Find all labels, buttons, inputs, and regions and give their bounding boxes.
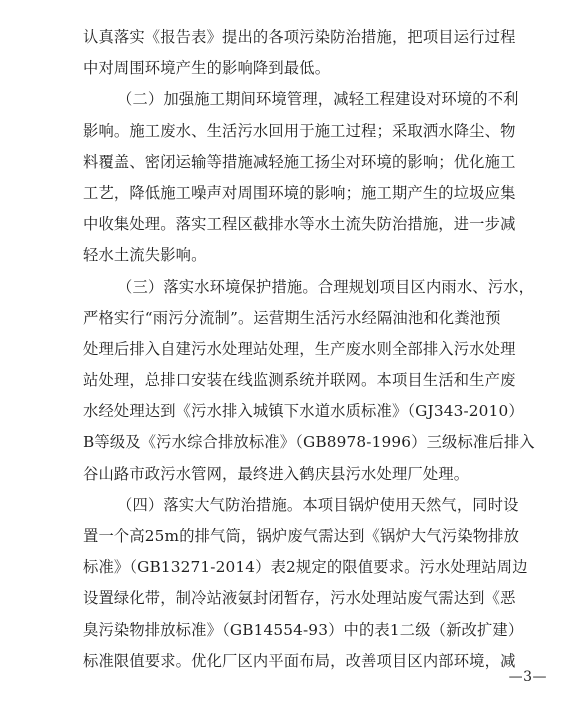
text-line: 标准》（GB13271-2014）表2规定的限值要求。污水处理站周边: [83, 558, 528, 577]
text-line: 轻水土流失影响。: [83, 246, 207, 265]
text-line: 水经处理达到《污水排入城镇下水道水质标准》（GJ343-2010）: [83, 402, 524, 421]
text-line: 站处理，总排口安装在线监测系统并联网。本项目生活和生产废: [83, 371, 516, 390]
text-line: 工艺，降低施工噪声对周围环境的影响；施工期产生的垃圾应集: [83, 183, 516, 202]
text-line: 置一个高25m的排气筒，锅炉废气需达到《锅炉大气污染物排放: [83, 527, 520, 545]
text-line: 臭污染物排放标准》（GB14554-93）中的表1二级（新改扩建）: [83, 620, 524, 639]
paragraph-start-line: （三）落实水环境保护措施。合理规划项目区内雨水、污水，: [117, 277, 535, 296]
text-line: 设置绿化带，制冷站液氨封闭暂存，污水处理站废气需达到《恶: [83, 589, 516, 608]
text-line: 处理后排入自建污水处理站处理，生产废水则全部排入污水处理: [83, 339, 516, 358]
body-text: [83, 22, 535, 677]
text-line: 严格实行“雨污分流制”。运营期生活污水经隔油池和化粪池预: [83, 308, 501, 327]
text-line: 中对周围环境产生的影响降到最低。: [83, 59, 331, 78]
text-line: 料覆盖、密闭运输等措施减轻施工扬尘对环境的影响；优化施工: [83, 152, 516, 171]
text-line: B等级及《污水综合排放标准》（GB8978-1996）三级标准后排入: [83, 433, 535, 452]
page-number: —3—: [508, 669, 547, 685]
text-line: 谷山路市政污水管网，最终进入鹤庆县污水处理厂处理。: [83, 464, 470, 483]
paragraph-start-line: （四）落实大气防治措施。本项目锅炉使用天然气，同时设: [117, 495, 519, 514]
text-line: 标准限值要求。优化厂区内平面布局，改善项目区内部环境，减: [83, 651, 516, 670]
text-line: 认真落实《报告表》提出的各项污染防治措施，把项目运行过程: [83, 28, 516, 46]
text-line: 中收集处理。落实工程区截排水等水土流失防治措施，进一步减: [83, 215, 516, 234]
paragraph-start-line: （二）加强施工期间环境管理，减轻工程建设对环境的不利: [117, 90, 519, 109]
text-line: 影响。施工废水、生活污水回用于施工过程；采取洒水降尘、物: [83, 121, 516, 140]
